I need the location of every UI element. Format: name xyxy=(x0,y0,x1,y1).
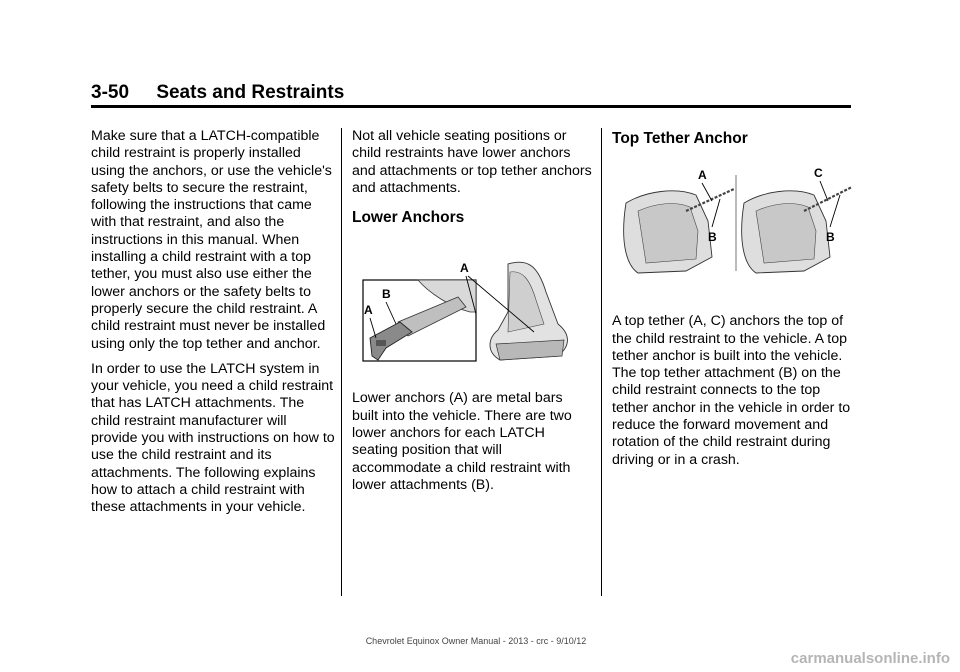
watermark: carmanualsonline.info xyxy=(790,650,950,667)
right-seat-inner xyxy=(756,204,816,263)
latch-hook xyxy=(376,340,386,346)
latch-install-paragraph: Make sure that a LATCH-compatible child restraint is properly installed using the anchors, or use the vehicle's safety belts to secure the restraint, following the instructions that came with that restraint, and also the instructions in this manual. When installing a child restraint with a top tether, you must also use either the lower anchors or the safety belts to properly secure the child restraint. A child restraint must never be installed using only the top tether and anchor. xyxy=(91,128,332,352)
top-tether-paragraph: A top tether (A, C) anchors the top of the child restraint to the vehicle. A top tether anchor is built into the vehicle. The top tether attachment (B) on the child restraint connects to the top tether anchor in the vehicle in order to reduce the forward movement and rotation of the child restraint during driving or in a crash. xyxy=(612,313,851,468)
top-tether-heading: Top Tether Anchor xyxy=(612,130,748,147)
column-1 xyxy=(91,128,335,525)
label-b-right: B xyxy=(826,230,835,245)
column-divider-1 xyxy=(341,128,342,596)
page-header xyxy=(91,82,851,106)
column-3 xyxy=(612,128,856,477)
leader-b-right xyxy=(830,195,840,227)
lower-anchors-paragraph: Lower anchors (A) are metal bars built into the vehicle. There are two lower anchors for each LATCH seating position that will accommodate a child restraint with lower attachments (B). xyxy=(352,390,572,493)
footer-line: Chevrolet Equinox Owner Manual - 2013 - crc - 9/10/12 xyxy=(365,636,587,646)
column-divider-2 xyxy=(601,128,602,596)
left-seat-inner xyxy=(638,204,698,263)
label-a-left: A xyxy=(364,303,373,318)
leader-b-left xyxy=(712,199,720,227)
lower-anchors-figure xyxy=(358,252,578,364)
page-number: 3-50 xyxy=(91,82,130,103)
section-title: Seats and Restraints xyxy=(156,82,345,103)
seating-positions-paragraph: Not all vehicle seating positions or child restraints have lower anchors and attachments or top tether anchors and attachments. xyxy=(352,128,592,196)
column-2 xyxy=(352,128,592,502)
leader-a xyxy=(702,183,712,201)
leader-c xyxy=(820,181,828,201)
lower-anchors-heading: Lower Anchors xyxy=(352,209,465,227)
label-b-left: B xyxy=(708,230,717,245)
label-a-top: A xyxy=(460,261,469,276)
header-rule xyxy=(91,105,851,108)
latch-system-paragraph: In order to use the LATCH system in your vehicle, you need a child restraint that has LATCH attachments. The child restraint manufacturer will provide you with instructions on how to use the child restraint and its attachments. The following explains how to attach a child restraint with these attachments in your vehicle. xyxy=(91,360,335,516)
label-a: A xyxy=(698,168,707,183)
label-b: B xyxy=(382,287,391,302)
label-c: C xyxy=(814,166,823,181)
top-tether-figure xyxy=(616,161,856,281)
